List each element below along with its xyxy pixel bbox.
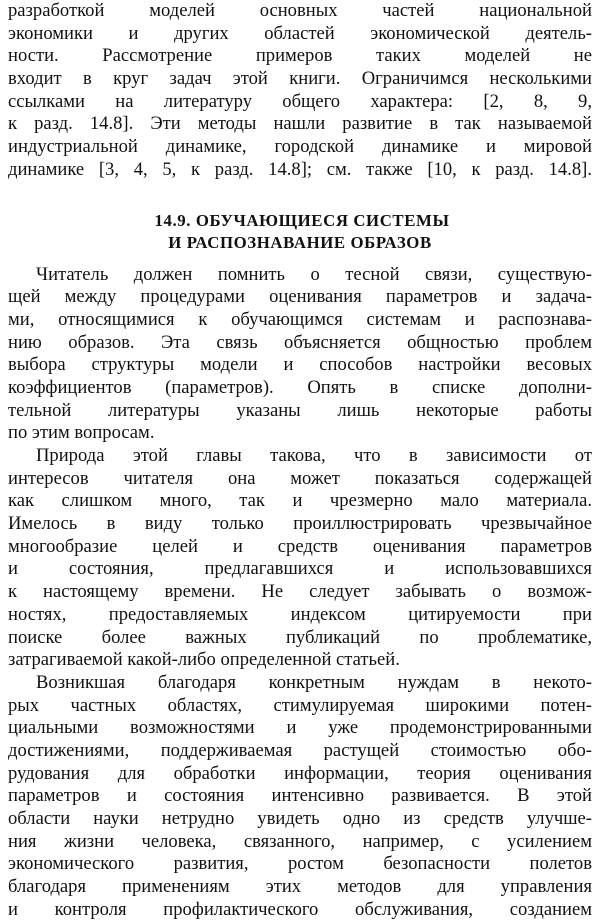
document-page	[8, 0, 592, 921]
intro-paragraph	[8, 0, 592, 182]
text-line: циальными возможностями и уже продемонстрированными	[8, 717, 592, 739]
text-line: и состояния, предлагавшихся и использовавшихся	[8, 558, 592, 580]
text-line: тельной литературы указаны лишь некоторые работы	[8, 399, 592, 421]
text-line: по этим вопросам.	[8, 422, 155, 444]
text-line: входит в круг задач этой книги. Ограничимся несколькими	[8, 68, 592, 90]
text-line: многообразие целей и средств оценивания параметров	[8, 535, 592, 557]
text-line: ния жизни человека, связанного, например, с усилением	[8, 830, 592, 852]
section-heading-line-2: И РАСПОЗНАВАНИЕ ОБРАЗОВ	[168, 232, 432, 252]
text-line: поиске более важных публикаций по проблематике,	[8, 626, 592, 648]
text-line: экономического развития, ростом безопасности полетов	[8, 853, 592, 875]
text-line: Читатель должен помнить о тесной связи, существую-	[36, 263, 592, 285]
text-line: и контроля профилактического обслуживания, созданием	[8, 898, 592, 920]
text-line: ности. Рассмотрение примеров таких моделей не	[8, 45, 592, 67]
text-line: области науки нетрудно увидеть одно из средств улучше-	[8, 808, 592, 829]
section-heading-line-1: 14.9. ОБУЧАЮЩИЕСЯ СИСТЕМЫ	[154, 210, 450, 230]
paragraph-1	[8, 264, 592, 446]
text-line: благодаря применениям этих методов для управления	[8, 876, 592, 898]
text-line: нию образов. Эта связь объясняется общностью проблем	[8, 331, 592, 353]
text-line: Природа этой главы такова, что в зависимости от	[36, 445, 592, 466]
text-line: затрагиваемой какой-либо определенной статьей.	[8, 649, 400, 671]
paragraph-2	[8, 445, 592, 672]
text-line: коэффициентов (параметров). Опять в списке дополни-	[8, 376, 592, 398]
text-line: к разд. 14.8]. Эти методы нашли развитие в так называемой	[8, 113, 592, 135]
text-line: индустриальной динамике, городской динамике и мировой	[8, 136, 592, 158]
text-line: щей между процедурами оценивания параметров и задача-	[8, 286, 592, 308]
text-line: ми, относящимися к обучающимся системам и распознава-	[8, 308, 592, 330]
text-line: Возникшая благодаря конкретным нуждам в некото-	[36, 671, 592, 693]
text-line: динамике [3, 4, 5, к разд. 14.8]; см. также [10, к разд. 14.8].	[8, 158, 592, 180]
section-heading	[8, 210, 592, 254]
text-line: к настоящему времени. Не следует забывать о возмож-	[8, 581, 592, 603]
text-line: рых частных областях, стимулируемая широкими потен-	[8, 694, 592, 716]
text-line: экономики и других областей экономической деятель-	[8, 22, 592, 44]
text-line: достижениями, поддерживаемая растущей стоимостью обо-	[8, 739, 592, 761]
text-line: ностях, предоставляемых индексом цитируемости при	[8, 603, 592, 625]
text-line: как слишком много, так и чрезмерно мало материала.	[8, 490, 592, 512]
text-line: рудования для обработки информации, теория оценивания	[8, 762, 592, 784]
text-line: Имелось в виду только проиллюстрировать чрезвычайное	[8, 513, 592, 535]
text-line: параметров и состояния интенсивно развивается. В этой	[8, 785, 592, 807]
paragraph-3	[8, 672, 592, 921]
text-line: ссылками на литературу общего характера: [2, 8, 9,	[8, 90, 592, 112]
text-line: выбора структуры модели и способов настройки весовых	[8, 354, 592, 376]
text-line: разработкой моделей основных частей национальной	[8, 0, 592, 21]
text-line: интересов читателя она может показаться содержащей	[8, 467, 592, 489]
